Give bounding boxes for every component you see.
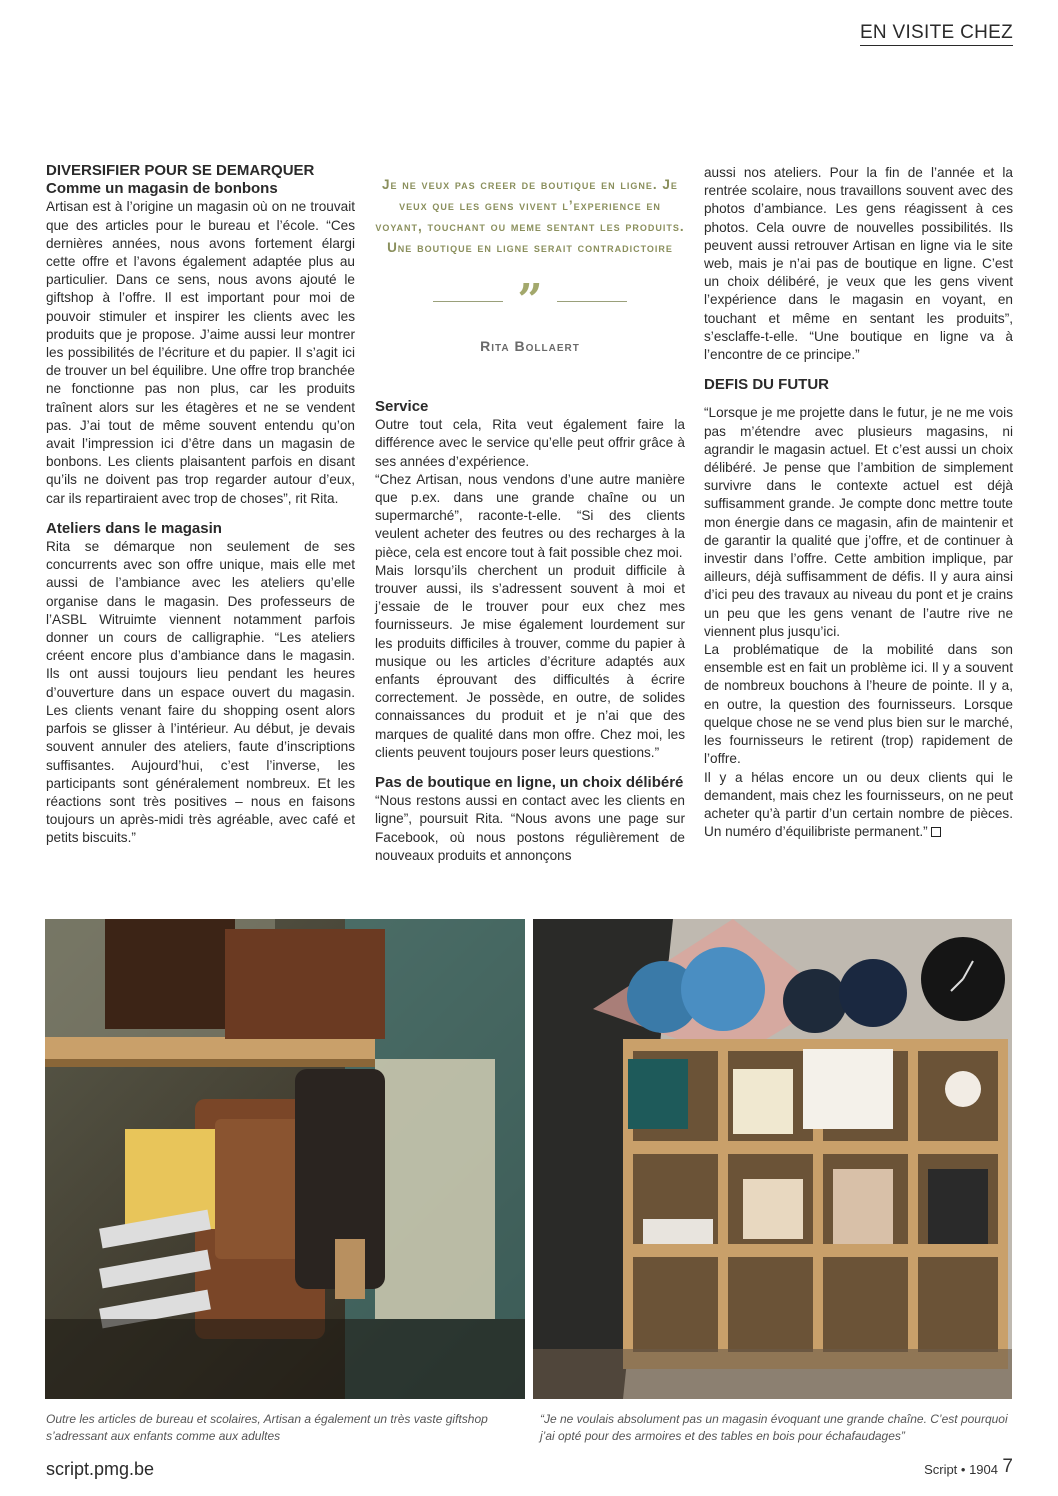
giftshop-illustration: [45, 919, 525, 1399]
paragraph-text: Il y a hélas encore un ou deux clients qui le demandent, mais chez les fournisseurs, on ne peut acheter qu’à partir d’un certain nombre de pièces. Un numéro d’équilibriste permanent.”: [704, 769, 1013, 840]
paragraph: Mais lorsqu’ils cherchent un produit difficile à trouver aussi, ils s’adressent souvent à moi et j’essaie de le trouver pour eux chez mes fournisseurs. Je mise également lourdement sur les produits difficiles à trouver, comme du papier à musique ou les articles d’écriture adaptés aux enfants éprouvant des difficultés à écrire correctement. Je possède, en outre, de solides connaissances du produit et je n’ai que des marques de qualité dans mon offre. Chez moi, les clients peuvent toujours poser leurs questions.”: [375, 562, 685, 760]
subheading: Service: [375, 398, 429, 415]
photo-giftshop: [45, 919, 525, 1399]
quote-mark-icon: ”: [517, 275, 543, 326]
quote-text: Je ne veux pas creer de boutique en ligne. Je veux que les gens vivent l’experience en voyant, touchant ou meme sentant les produits. Une boutique en ligne serait contradictoire: [375, 177, 685, 255]
paragraph: Artisan est à l’origine un magasin où on ne trouvait que des articles pour le bureau et l’école. “Ces dernières années, nous avons fortement élargi cette offre et l’avons également adaptée plus au particulier. Dans ce sens, nous avons ajouté le giftshop à l’offre. Il est important pour moi de pouvoir stimuler et inspirer les clients avec les produits que je propose. J’aime aussi leur montrer les possibilités de l’écriture et du papier. Il s’agit ici de trouver un bel équilibre. Une offre trop branchée ne fonctionne pas non plus, car les produits traînent alors sur les étagères et ne se vendent pas. J’ai tout de même souvent entendu qu’on avait l’impression ici d’être dans un magasin de bonbons. Les clients plaisantent parfois en disant qu’ils ne doivent pas trop regarder autour d’eux, car ils repartiraient avec trop de choses”, rit Rita.: [46, 199, 355, 506]
caption-right: “Je ne voulais absolument pas un magasin évoquant une grande chaîne. C’est pourquoi j’ai opté pour des armoires et des tables en bois pour échafaudages”: [540, 1412, 1008, 1443]
paragraph: aussi nos ateliers. Pour la fin de l’année et la rentrée scolaire, nous travaillons souvent avec des photos d’ambiance. Les gens réagissent à ces photos. Cela ouvre de nouvelles possibilités. Ils peuvent aussi retrouver Artisan en ligne via le site web, mais je n’ai pas de boutique en ligne. C’est un choix délibéré, je veux que les gens vivent l’expérience dans le magasin en voyant, en touchant et même en sentant les produits”, s’esclaffe-t-elle. “Une boutique en ligne va à l’encontre de ce principe.”: [704, 165, 1013, 363]
section-heading: DEFIS DU FUTUR: [704, 376, 829, 394]
photo-wooden-shelves: [533, 919, 1012, 1399]
quote-author: Rita Bollaert: [480, 338, 580, 354]
subheading: Ateliers dans le magasin: [46, 519, 222, 537]
paragraph: “Chez Artisan, nous vendons d’une autre manière que p.ex. dans une grande chaîne ou un supermarché”, raconte-t-elle. “Si des clients veulent acheter des feutres ou des recharges à la pièce, cela est encore tout à fait possible chez moi.: [375, 471, 685, 560]
column-2: [375, 398, 685, 865]
paragraph: Rita se démarque non seulement de ses concurrents avec son offre unique, mais elle met aussi de l’ambiance avec les ateliers qu’elle organise dans le magasin. Des professeurs de l’ASBL Witruimte viennent notamment parfois donner un cours de calligraphie. “Les ateliers créent encore plus d’ambiance dans le magasin. Ils ont aussi toujours lieu pendant les heures d’ouverture dans un espace ouvert du magasin. Les clients venant faire du shopping osent alors parfois se glisser à l’intérieur. Au début, je devais souvent annuler des ateliers, faute d’inscriptions suffisantes. Aujourd’hui, c’est l’inverse, les participants sont généralement nombreux. Et les réactions sont très positives – nous en faisons toujours un après-midi très agréable, avec café et petits biscuits.”: [46, 539, 355, 846]
caption-left: Outre les articles de bureau et scolaires, Artisan a également un très vaste giftshop s’adressant aux enfants comme aux adultes: [46, 1412, 488, 1443]
subheading: Comme un magasin de bonbons: [46, 180, 278, 198]
pull-quote: [375, 174, 685, 354]
page-number: 7: [1002, 1456, 1013, 1477]
column-1: [46, 162, 355, 848]
divider-line: [557, 301, 627, 302]
footer-issue: Script • 1904: [924, 1462, 998, 1477]
paragraph: Outre tout cela, Rita veut également faire la différence avec le service qu’elle peut offrir grâce à ses années d’expérience.: [375, 417, 685, 469]
paragraph: La problématique de la mobilité dans son ensemble est en fait un problème ici. Il y a souvent de nombreux bouchons à l’heure de pointe. Il y a, en outre, la question des fournisseurs. Lorsque quelque chose ne se vend plus bien sur le marché, les fournisseurs le retirent (trop) rapidement de l’offre.: [704, 642, 1013, 767]
paragraph: “Nous restons aussi en contact avec les clients en ligne”, poursuit Rita. “Nous avons une page sur Facebook, où nous postons régulièrement de nouveaux produits et annonçons: [375, 793, 685, 863]
divider-line: [433, 301, 503, 302]
paragraph: [704, 769, 1013, 842]
shelves-illustration: [533, 919, 1012, 1399]
section-heading: DIVERSIFIER POUR SE DEMARQUER: [46, 162, 315, 179]
subheading: Pas de boutique en ligne, un choix délibéré: [375, 774, 684, 792]
footer-site-link[interactable]: script.pmg.be: [46, 1459, 155, 1479]
quote-divider: [375, 275, 685, 326]
column-3: [704, 164, 1013, 841]
end-mark-icon: [931, 827, 941, 837]
paragraph: “Lorsque je me projette dans le futur, je ne me vois pas m’étendre avec plusieurs magasins, ni agrandir le magasin actuel. Et c’est aussi un choix délibéré. Je pense que l’ambition de simplement survivre dans le contexte actuel est déjà suffisamment grande. Je compte donc mettre toute mon énergie dans ce magasin, afin de maintenir et de garantir la qualité que j’offre, et de continuer à investir dans l’offre. Cette ambition implique, par ailleurs, déjà suffisamment de défis. Il y aura ainsi d’ici peu des travaux au niveau du pont et je crains un peu que les gens venant de l’autre rive ne viennent plus jusqu’ici.: [704, 405, 1013, 639]
section-tag: EN VISITE CHEZ: [860, 22, 1013, 46]
